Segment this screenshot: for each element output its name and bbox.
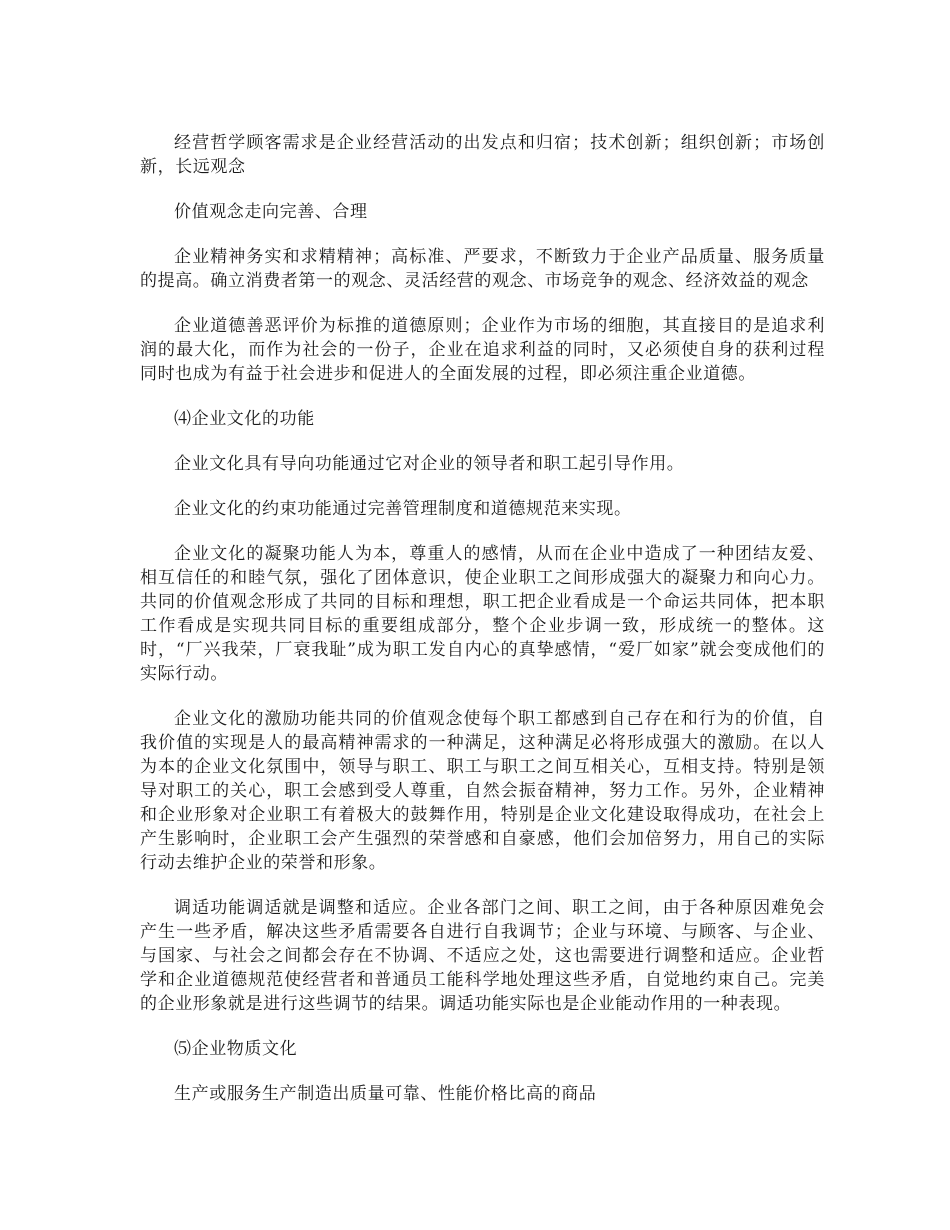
paragraph-cohesion-function: 企业文化的凝聚功能人为本，尊重人的感情，从而在企业中造成了一种团结友爱、相互信任的和睦气氛，强化了团体意识，使企业职工之间形成强大的凝聚力和向心力。共同的价值观念形成了共同的目标和理想，职工把企业看成是一个命运共同体，把本职工作看成是实现共同目标的重要组成部分，整个企业步调一致，形成统一的整体。这时，“厂兴我荣，厂衰我耻”成为职工发自内心的真挚感情，“爱厂如家”就会变成他们的实际行动。 <box>140 544 825 684</box>
paragraph-constraint-function: 企业文化的约束功能通过完善管理制度和道德规范来实现。 <box>174 499 632 519</box>
section-heading-material-culture: ⑸企业物质文化 <box>174 1039 298 1059</box>
paragraph-adjustment-function: 调适功能调适就是调整和适应。企业各部门之间、职工之间，由于各种原因难免会产生一些矛盾，解决这些矛盾需要各自进行自我调节；企业与环境、与顾客、与企业、与国家、与社会之间都会存在不协调、不适应之处，这也需要进行调整和适应。企业哲学和企业道德规范使经营者和普通员工能科学地处理这些矛盾，自觉地约束自己。完美的企业形象就是进行这些调节的结果。调适功能实际也是企业能动作用的一种表现。 <box>140 898 825 1014</box>
paragraph-enterprise-spirit: 企业精神务实和求精精神；高标准、严要求，不断致力于企业产品质量、服务质量的提高。确立消费者第一的观念、灵活经营的观念、市场竞争的观念、经济效益的观念 <box>140 247 825 291</box>
paragraph-incentive-function: 企业文化的激励功能共同的价值观念使每个职工都感到自己存在和行为的价值，自我价值的实现是人的最高精神需求的一种满足，这种满足必将形成强大的激励。在以人为本的企业文化氛围中，领导与职工、职工与职工之间互相关心，互相支持。特别是领导对职工的关心，职工会感到受人尊重，自然会振奋精神，努力工作。另外，企业精神和企业形象对企业职工有着极大的鼓舞作用，特别是企业文化建设取得成功，在社会上产生影响时，企业职工会产生强烈的荣誉感和自豪感，他们会加倍努力，用自己的实际行动去维护企业的荣誉和形象。 <box>140 709 825 873</box>
section-heading-functions: ⑷企业文化的功能 <box>174 409 315 429</box>
document-body <box>140 131 825 1127</box>
paragraph-business-philosophy: 经营哲学顾客需求是企业经营活动的出发点和归宿；技术创新；组织创新；市场创新，长远观念 <box>140 133 825 177</box>
paragraph-values: 价值观念走向完善、合理 <box>174 202 368 222</box>
paragraph-enterprise-ethics: 企业道德善恶评价为标推的道德原则；企业作为市场的细胞，其直接目的是追求利润的最大化，而作为社会的一份子，企业在追求利益的同时，又必须使自身的获利过程同时也成为有益于社会进步和促进人的全面发展的过程，即必须注重企业道德。 <box>140 316 825 384</box>
paragraph-production-service: 生产或服务生产制造出质量可靠、性能价格比高的商品 <box>174 1084 597 1104</box>
paragraph-guiding-function: 企业文化具有导向功能通过它对企业的领导者和职工起引导作用。 <box>174 454 685 474</box>
